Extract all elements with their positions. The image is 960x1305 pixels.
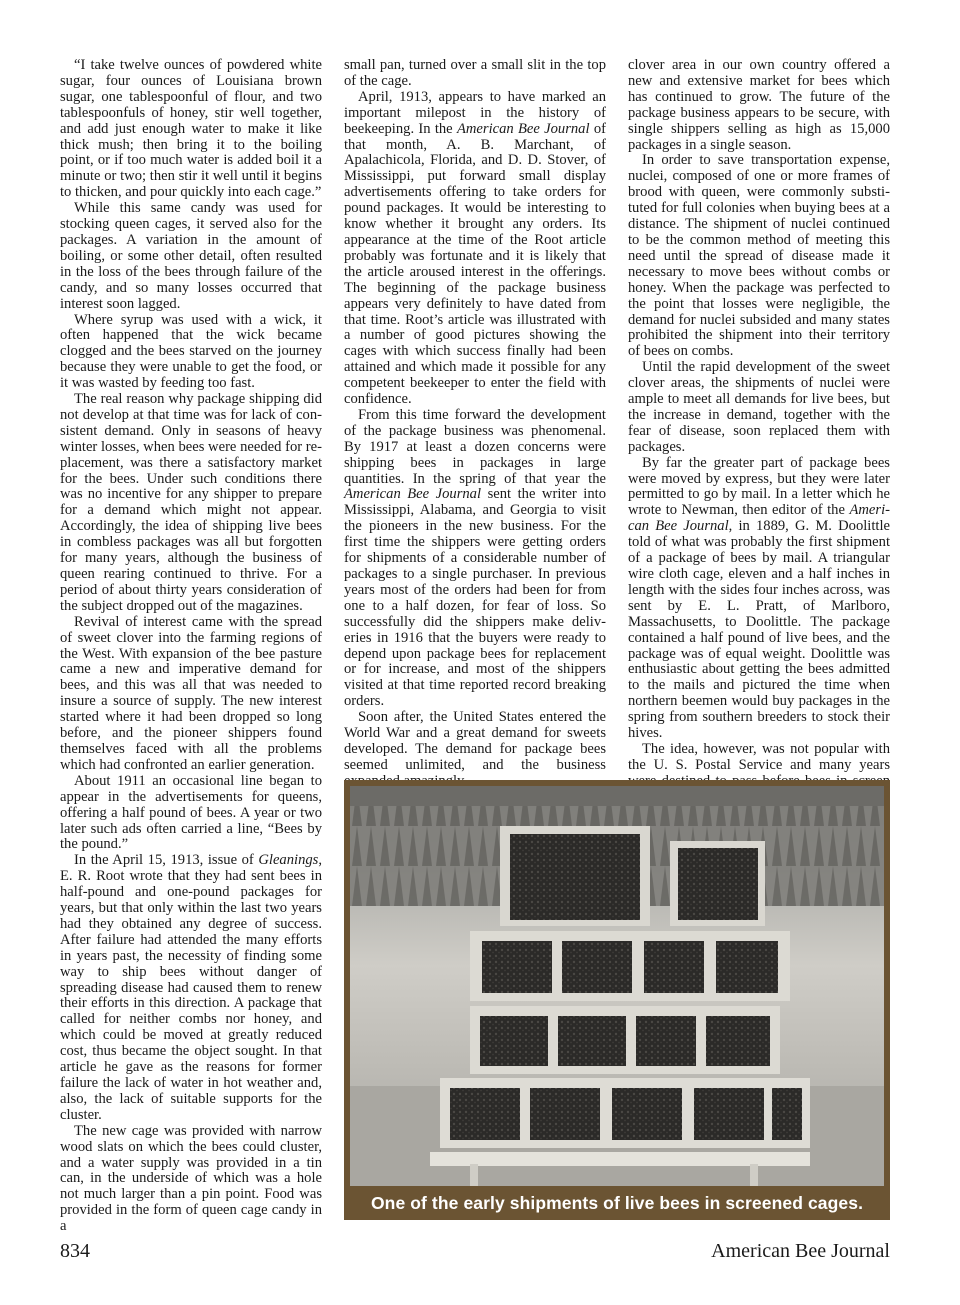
paragraph: April, 1913, appears to have marked an important milepost in the history of beekeeping. In the American Bee Journal of that month, A. B. Marchant, of Apalachicola, Florida, and D. D. Stover, of Mississippi, put forward small display advertisements offering to take orders for pound packages. It would be interesting to know whether it brought any orders. Its appearance at the time of the Root article probably was fortunate and it is likely that the article aroused interest in the offerings. The beginning of the package business appears very definitely to have dated from that time. Root’s article was illustrated with a number of good pictures showing the cages with which success finally had been attained and which made it possible for any competent beekeeper to enter the field with confidence. [344, 88, 606, 408]
paragraph: clover area in our own country offered a new and extensive market for bees which has continued to grow. The future of the package business appears to be secure, with single shippers selling as high as 15,000 packages in a single season. [628, 57, 890, 153]
photo-figure [344, 780, 890, 1220]
paragraph: small pan, turned over a small slit in the top of the cage. [344, 57, 606, 89]
paragraph: Revival of interest came with the spread of sweet clover into the farming regions of the West. With expansion of the bee pasture came a new and imperative demand for bees, and this was all that was needed to insure a source of supply. The new interest started where it had been dropped so long before, and the pioneer shippers found themselves faced with all the problems which had confronted an earlier generation. [60, 613, 322, 773]
paragraph: In the April 15, 1913, issue of Gleanings, E. R. Root wrote that they had sent bees in half-pound and one-pound packages for years, but that only within the last two years had they obtained any degree of success. After failure had attended the many efforts in years past, the necessity of finding some way to ship bees without danger of spreading disease had caused them to renew their efforts in this direction. A package that called for neither combs nor honey, and which could be moved at greatly reduced cost, thus became the object sought. In that article he gave as the reasons for former failure the lack of water in hot weather and, also, the lack of suitable supports for the cluster. [60, 852, 322, 1123]
bee-cages-photo [350, 786, 884, 1186]
paragraph: While this same candy was used for stocking queen cages, it served also for the packages. A variation in the amount of boiling, or some other detail, often resulted in the loss of the bees through failure of the candy, and so many losses occurred that interest soon lagged. [60, 200, 322, 312]
paragraph: By far the greater part of package bees were moved by express, but they were later permitted to go by mail. In a letter which he wrote to Newman, then editor of the American Bee Journal, in 1889, G. M. Doolittle told of what was probably the first shipment of a package of bees by mail. A triangular wire cloth cage, eleven and a half inches in length with the sides four inches across, was sent by E. L. Pratt, of Marlboro, Massachusetts, to Doolittle. The package contained a half pound of live bees, and the package was of equal weight. Doolittle was enthusiastic about getting the bees admitted to the mails and pictured the time when northern beemen would buy packages in the spring from southern breeders to stock their hives. [628, 454, 891, 742]
photo-caption: One of the early shipments of live bees in screened cages. [370, 1192, 864, 1213]
paragraph: In order to save transportation expense, nuclei, composed of one or more frames of brood with queen, were commonly substituted for full colonies when buying bees at a distance. The shipment of nuclei continued to be the common method of meeting this need until the spread of disease made it necessary to move bees without combs or honey. When the package was perfected to the point that losses were negligible, the demand for nuclei subsided and many states prohibited the shipment into their territory of bees on combs. [628, 152, 890, 360]
paragraph: The new cage was provided with narrow wood slats on which the bees could cluster, and a water supply was provided in a tin can, in the underside of which was a hole not much larger than a pin point. Food was provided in the form of queen cage candy in a [60, 1122, 322, 1235]
paragraph: “I take twelve ounces of powdered white sugar, four ounces of Louisiana brown sugar, one tablespoonful of flour, and two tablespoonfuls of honey, stir well together, and add just enough water to make it like thick mush; then bring it to the boiling point, or if too much water is added boil it a minute or two; then stir it well until it begins to thicken, and pour quickly into each cage.” [60, 57, 322, 201]
page-number: 834 [60, 1240, 90, 1262]
text-column-2 [344, 58, 606, 822]
paragraph: Where syrup was used with a wick, it often happened that the wick became clogged and the bees starved on the journey because they were unable to get the food, or it was wasted by feeding too fast. [60, 311, 322, 392]
paragraph: Soon after, the United States entered the World War and a great demand for sweets developed. The demand for package bees seemed unlimited, and the business [344, 709, 606, 773]
photo-illustration [350, 786, 884, 1186]
paragraph: Until the rapid development of the sweet clover areas, the shipments of nuclei were ample to meet all demands for live bees, but the increase in demand, together with the fear of disease, soon replaced them with packages. [628, 359, 890, 455]
text-column-1 [60, 58, 322, 1235]
paragraph: The real reason why package shipping did not develop at that time was for lack of consistent demand. Only in seasons of heavy winter losses, when bees were needed for replacement, was there a satisfactory market for the bees. Under such conditions there was no incentive for any shipper to prepare for a demand which might not appear. Accordingly, the idea of shipping live bees in combless packages was all but forgotten for many years, although the business of queen rearing continued to thrive. For a period of about thirty years consideration of the subject dropped out of the magazines. [60, 391, 322, 614]
paragraph: The idea, however, was not popular with the U. S. Postal Service and many years [628, 740, 890, 773]
journal-name: American Bee Journal [711, 1240, 890, 1262]
paragraph: About 1911 an occasional line began to appear in the advertisements for queens, offering a half pound of bees. A year or two later such ads often carried a line, “Bees by the pound.” [60, 772, 322, 853]
paragraph: From this time forward the development of the package business was phenomenal. By 1917 at least a dozen concerns were shipping bees in packages in large quantities. In the spring of that year the American Bee Journal sent the writer into Mississippi, Alabama, and Georgia to visit the pioneers in the new business. For the first time the shippers were getting orders for shipments of a considerable number of packages to a single purchaser. In previous years most of the orders had been for from one to a half dozen, for fear of loss. So successfully did the shippers make deliveries in 1916 that the buyers were ready to depend upon package bees for replacement or for increase, and most of the shippers visited at that time reported record breaking orders. [344, 406, 606, 710]
text-column-3 [628, 58, 890, 806]
